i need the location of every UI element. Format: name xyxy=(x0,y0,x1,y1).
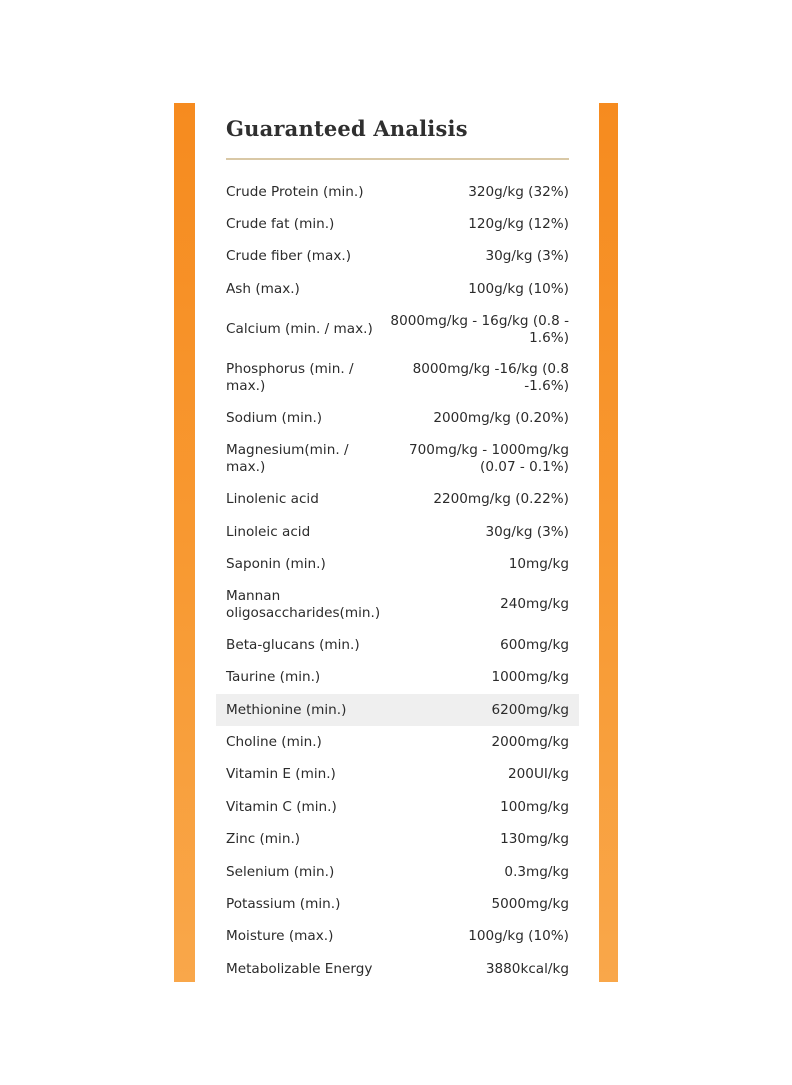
row-label: Magnesium(min. / max.) xyxy=(226,442,349,476)
row-value: 120g/kg (12%) xyxy=(468,216,569,233)
row-label: Taurine (min.) xyxy=(226,669,321,686)
row-label: Methionine (min.) xyxy=(226,701,347,718)
row-value: 130mg/kg xyxy=(500,831,569,848)
row-value: 700mg/kg - 1000mg/kg (0.07 - 0.1%) xyxy=(409,442,569,476)
row-value: 10mg/kg xyxy=(508,555,569,572)
table-row xyxy=(216,888,579,920)
row-label: Choline (min.) xyxy=(226,733,322,750)
row-value: 200UI/kg xyxy=(508,766,569,783)
row-label: Crude fiber (max.) xyxy=(226,248,352,265)
row-label: Vitamin C (min.) xyxy=(226,798,337,815)
table-row xyxy=(216,629,579,661)
table-row xyxy=(216,273,579,305)
row-value: 30g/kg (3%) xyxy=(485,523,569,540)
row-label: Saponin (min.) xyxy=(226,555,326,572)
row-value: 8000mg/kg - 16g/kg (0.8 - 1.6%) xyxy=(390,312,569,346)
row-value: 2000mg/kg (0.20%) xyxy=(433,410,569,427)
row-label: Phosphorus (min. / max.) xyxy=(226,361,354,395)
row-value: 6200mg/kg xyxy=(491,701,569,718)
row-value: 100g/kg (10%) xyxy=(468,280,569,297)
table-row xyxy=(216,856,579,888)
row-label: Sodium (min.) xyxy=(226,410,323,427)
table-row xyxy=(216,581,579,630)
row-value: 0.3mg/kg xyxy=(504,863,569,880)
row-label: Crude Protein (min.) xyxy=(226,183,364,200)
table-row xyxy=(216,241,579,273)
row-value: 1000mg/kg xyxy=(491,669,569,686)
table-row xyxy=(216,791,579,823)
row-label: Zinc (min.) xyxy=(226,831,301,848)
table-row xyxy=(216,823,579,855)
row-value: 3880kcal/kg xyxy=(485,960,569,977)
table-row xyxy=(216,921,579,953)
row-label: Potassium (min.) xyxy=(226,895,341,912)
table-row xyxy=(216,759,579,791)
table-row-highlighted xyxy=(216,694,579,726)
analysis-table xyxy=(216,176,579,985)
row-value: 100mg/kg xyxy=(500,798,569,815)
row-label: Linolenic acid xyxy=(226,491,319,508)
row-label: Metabolizable Energy xyxy=(226,960,373,977)
row-label: Crude fat (min.) xyxy=(226,216,335,233)
row-label: Moisture (max.) xyxy=(226,928,334,945)
row-value: 30g/kg (3%) xyxy=(485,248,569,265)
row-value: 240mg/kg xyxy=(500,596,569,613)
table-row xyxy=(216,403,579,435)
row-value: 2000mg/kg xyxy=(491,733,569,750)
table-row xyxy=(216,435,579,484)
table-row xyxy=(216,662,579,694)
row-value: 320g/kg (32%) xyxy=(468,183,569,200)
table-row xyxy=(216,208,579,240)
row-label: Vitamin E (min.) xyxy=(226,766,336,783)
table-row xyxy=(216,354,579,403)
row-label: Ash (max.) xyxy=(226,280,300,297)
table-row xyxy=(216,306,579,355)
right-orange-border xyxy=(599,103,618,982)
table-row xyxy=(216,176,579,208)
row-value: 5000mg/kg xyxy=(491,895,569,912)
row-label: Selenium (min.) xyxy=(226,863,335,880)
row-value: 2200mg/kg (0.22%) xyxy=(433,491,569,508)
table-row xyxy=(216,726,579,758)
row-value: 100g/kg (10%) xyxy=(468,928,569,945)
row-label: Calcium (min. / max.) xyxy=(226,321,373,338)
table-row xyxy=(216,516,579,548)
table-row xyxy=(216,548,579,580)
row-value: 600mg/kg xyxy=(500,636,569,653)
row-label: Linoleic acid xyxy=(226,523,311,540)
table-row xyxy=(216,953,579,985)
left-orange-border xyxy=(174,103,195,982)
row-label: Beta-glucans (min.) xyxy=(226,636,360,653)
title-divider xyxy=(226,158,569,160)
page-title: Guaranteed Analisis xyxy=(226,116,468,141)
row-label: Mannan oligosaccharides(min.) xyxy=(226,587,381,621)
row-value: 8000mg/kg -16/kg (0.8 -1.6%) xyxy=(412,361,569,395)
table-row xyxy=(216,483,579,515)
